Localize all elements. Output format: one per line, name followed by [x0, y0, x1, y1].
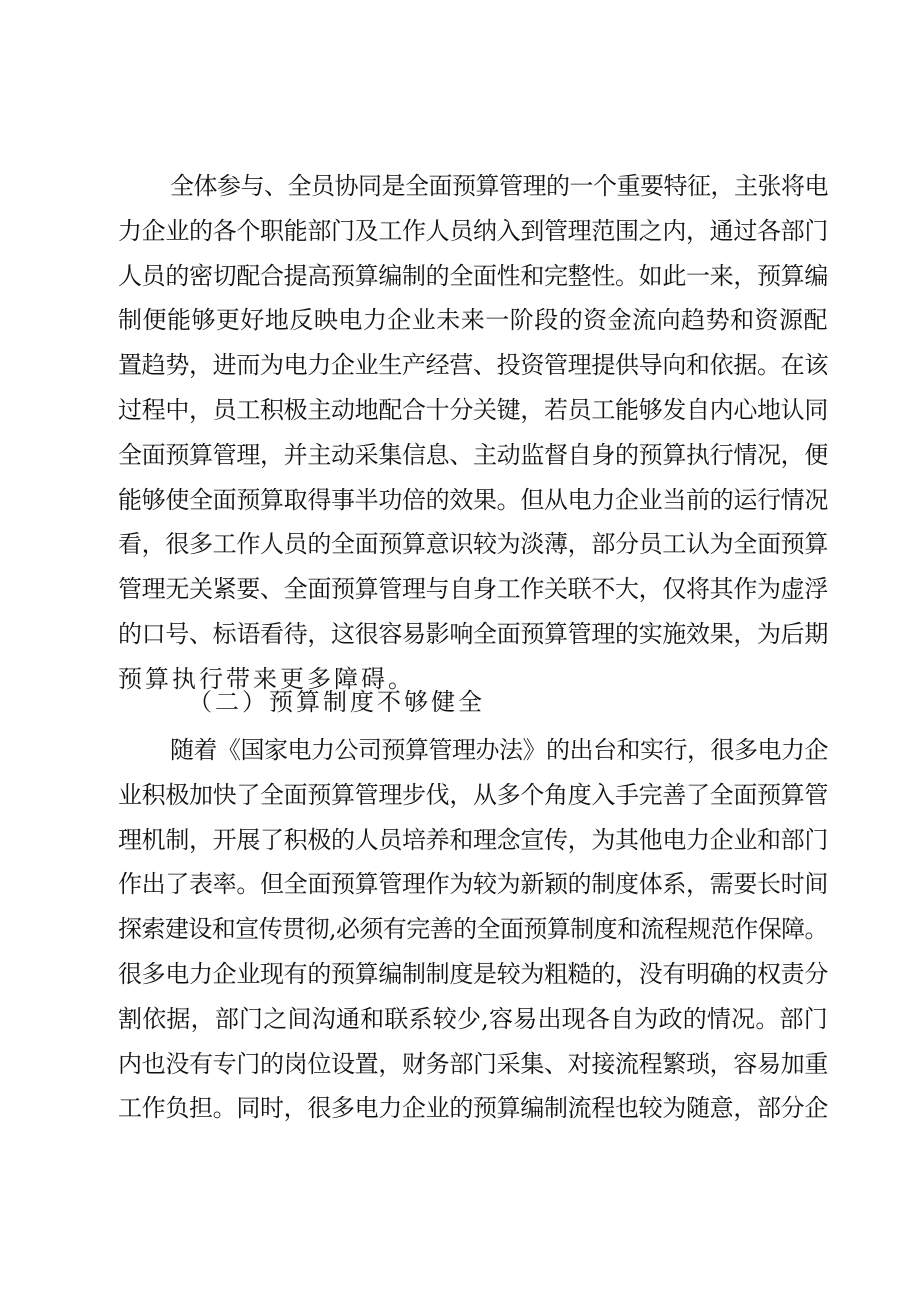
- text-line: 内也没有专门的岗位设置，财务部门采集、对接流程繁琐，容易加重: [118, 1049, 828, 1078]
- text-line: 的口号、标语看待，这很容易影响全面预算管理的实施效果，为后期: [118, 619, 828, 648]
- text-line: 随着《国家电力公司预算管理办法》的出台和实行，很多电力企: [170, 736, 828, 764]
- paragraph-budget-system: [118, 728, 828, 1131]
- text-line: 全面预算管理，并主动采集信息、主动监督自身的预算执行情况，便: [118, 440, 828, 469]
- section-heading-text: （二）预算制度不够健全: [188, 688, 485, 716]
- text-line: 制便能够更好地反映电力企业未来一阶段的资金流向趋势和资源配: [118, 306, 828, 335]
- text-line: 全体参与、全员协同是全面预算管理的一个重要特征，主张将电: [170, 172, 828, 200]
- text-line: 置趋势，进而为电力企业生产经营、投资管理提供导向和依据。在该: [118, 351, 828, 380]
- text-line: 很多电力企业现有的预算编制制度是较为粗糙的，没有明确的权责分: [118, 959, 828, 988]
- section-heading: [118, 680, 828, 725]
- text-line: 预算执行带来更多障碍。: [118, 664, 415, 693]
- text-line: 力企业的各个职能部门及工作人员纳入到管理范围之内，通过各部门: [118, 216, 828, 245]
- text-line: 看，很多工作人员的全面预算意识较为淡薄，部分员工认为全面预算: [118, 530, 828, 559]
- text-line: 过程中，员工积极主动地配合十分关键，若员工能够发自内心地认同: [118, 395, 828, 424]
- text-line: 作出了表率。但全面预算管理作为较为新颖的制度体系，需要长时间: [118, 870, 828, 899]
- text-line: 人员的密切配合提高预算编制的全面性和完整性。如此一来，预算编: [118, 261, 828, 290]
- text-line: 割依据，部门之间沟通和联系较少,容易出现各自为政的情况。部门: [118, 1004, 828, 1033]
- text-line: 理机制，开展了积极的人员培养和理念宣传，为其他电力企业和部门: [118, 825, 828, 854]
- text-line: 业积极加快了全面预算管理步伐，从多个角度入手完善了全面预算管: [118, 780, 828, 809]
- text-line: 探索建设和宣传贯彻,必须有完善的全面预算制度和流程规范作保障。: [118, 915, 828, 944]
- text-line: 工作负担。同时，很多电力企业的预算编制流程也较为随意，部分企: [118, 1094, 828, 1123]
- paragraph-budget-participation: [118, 164, 828, 702]
- text-line: 能够使全面预算取得事半功倍的效果。但从电力企业当前的运行情况: [118, 485, 828, 514]
- text-line: 管理无关紧要、全面预算管理与自身工作关联不大，仅将其作为虚浮: [118, 575, 828, 604]
